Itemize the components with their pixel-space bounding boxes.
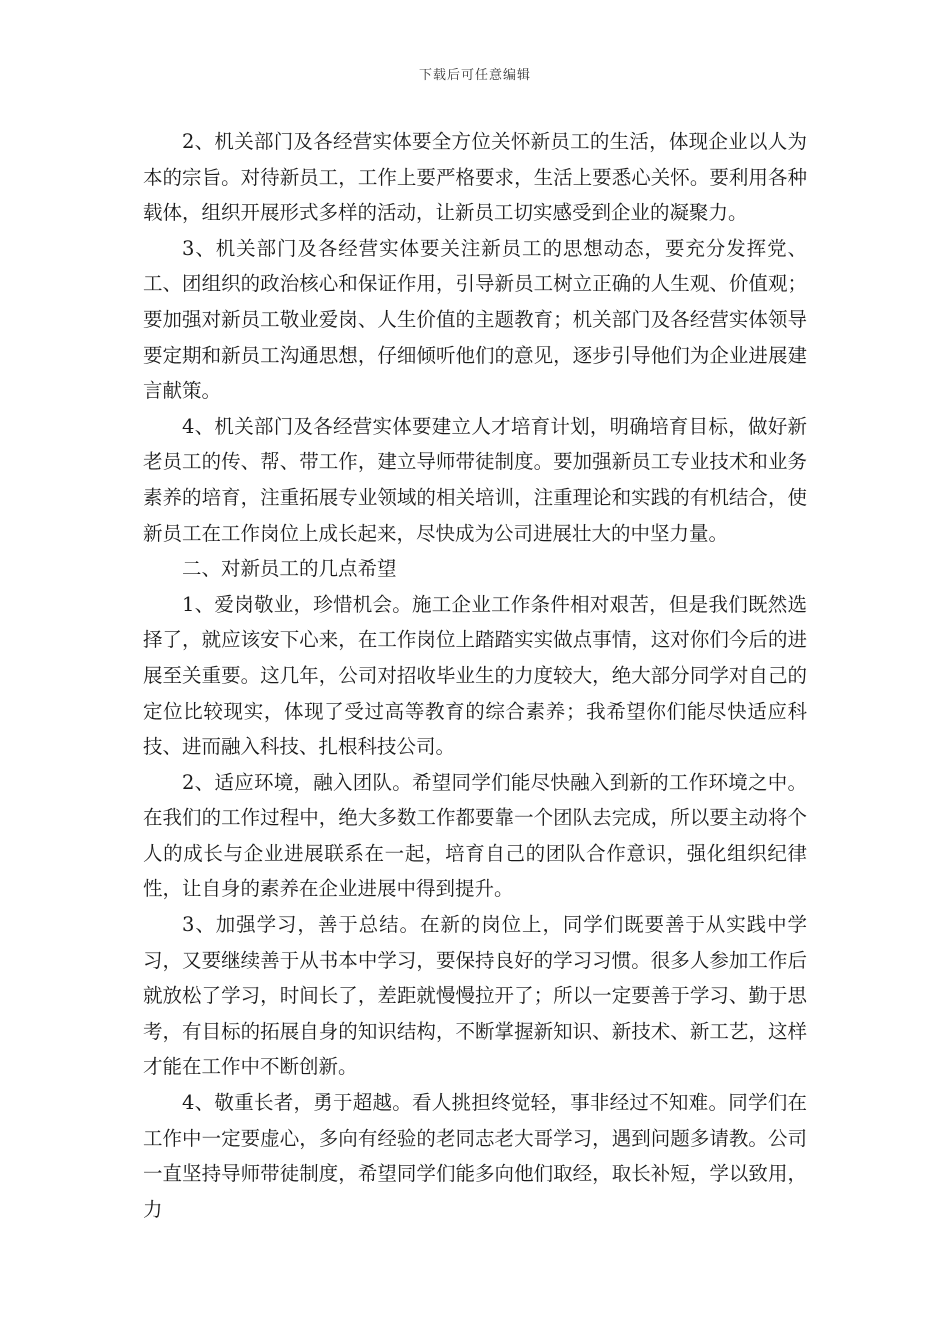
paragraph-2: 3、机关部门及各经营实体要关注新员工的思想动态，要充分发挥党、工、团组织的政治核心和保证作用，引导新员工树立正确的人生观、价值观；要加强对新员工敬业爱岗、人生价值的主题教育；机关部门及各经营实体领导要定期和新员工沟通思想，仔细倾听他们的意见，逐步引导他们为企业进展建言献策。	[143, 236, 807, 403]
page-header: 下载后可任意编辑	[418, 68, 531, 83]
paragraph-7: 3、加强学习，善于总结。在新的岗位上，同学们既要善于从实践中学习，又要继续善于从书本中学习，要保持良好的学习习惯。很多人参加工作后就放松了学习，时间长了，差距就慢慢拉开了；所以一定要善于学习、勤于思考，有目标的拓展自身的知识结构，不断掌握新知识、新技术、新工艺，这样才能在工作中不断创新。	[143, 913, 807, 1079]
paragraph-3: 4、机关部门及各经营实体要建立人才培育计划，明确培育目标，做好新老员工的传、帮、带工作，建立导师带徒制度。要加强新员工专业技术和业务素养的培育，注重拓展专业领域的相关培训，注重理论和实践的有机结合，使新员工在工作岗位上成长起来，尽快成为公司进展壮大的中坚力量。	[143, 414, 807, 545]
section-heading: 二、对新员工的几点希望	[182, 557, 397, 581]
paragraph-8: 4、敬重长者，勇于超越。看人挑担终觉轻，事非经过不知难。同学们在工作中一定要虚心，多向有经验的老同志老大哥学习，遇到问题多请教。公司一直坚持导师带徒制度，希望同学们能多向他们取经，取长补短，学以致用，力	[143, 1091, 807, 1221]
document-body	[143, 124, 807, 1227]
paragraph-1: 2、机关部门及各经营实体要全方位关怀新员工的生活，体现企业以人为本的宗旨。对待新员工，工作上要严格要求，生活上要悉心关怀。要利用各种载体，组织开展形式多样的活动，让新员工切实感受到企业的凝聚力。	[143, 130, 807, 225]
paragraph-6: 2、适应环境，融入团队。希望同学们能尽快融入到新的工作环境之中。在我们的工作过程中，绝大多数工作都要靠一个团队去完成，所以要主动将个人的成长与企业进展联系在一起，培育自己的团队合作意识，强化组织纪律性，让自身的素养在企业进展中得到提升。	[143, 770, 807, 901]
paragraph-5: 1、爱岗敬业，珍惜机会。施工企业工作条件相对艰苦，但是我们既然选择了，就应该安下心来，在工作岗位上踏踏实实做点事情，这对你们今后的进展至关重要。这几年，公司对招收毕业生的力度较大，绝大部分同学对自己的定位比较现实，体现了受过高等教育的综合素养；我希望你们能尽快适应科技、进而融入科技、扎根科技公司。	[143, 592, 807, 759]
